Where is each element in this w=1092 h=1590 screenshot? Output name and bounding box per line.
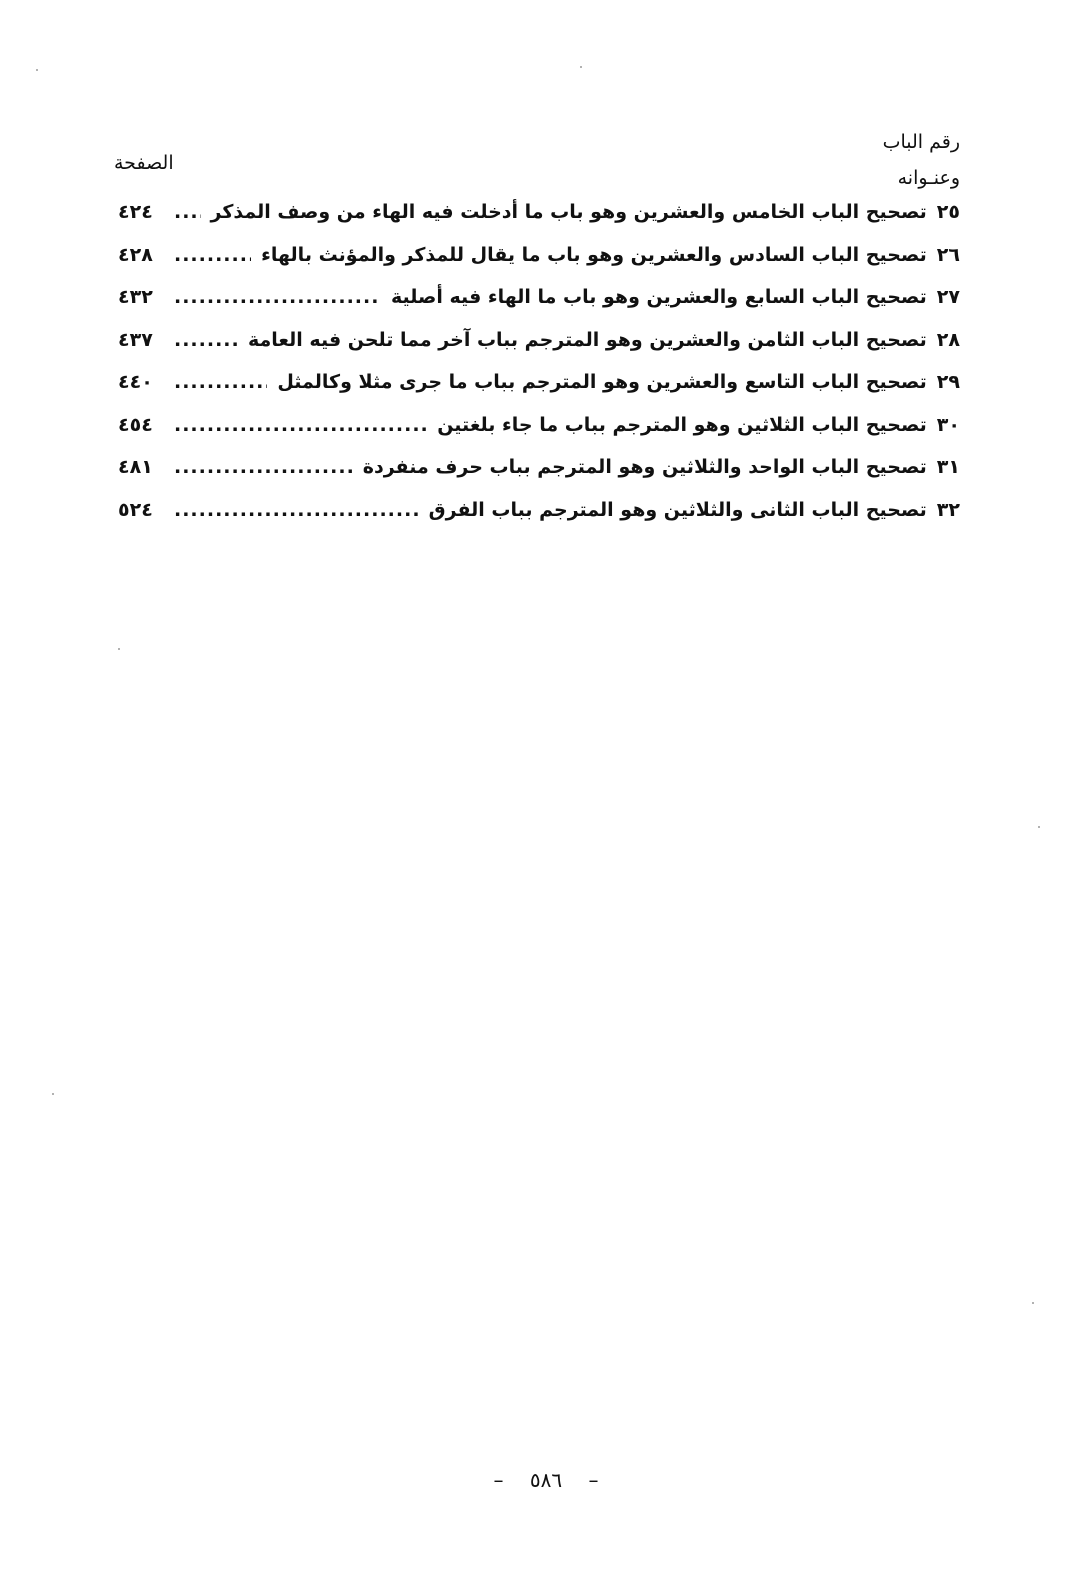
dot-leader — [174, 456, 353, 478]
page-number: ٤٨١ — [118, 456, 153, 478]
dot-leader — [174, 286, 381, 308]
toc-row — [118, 244, 960, 287]
chapter-title: تصحيح الباب السادس والعشرين وهو باب ما يقال للمذكر والمؤنث بالهاء — [261, 243, 927, 266]
footer-dash: – — [493, 1468, 504, 1492]
chapter-number: ٢٥ — [936, 201, 960, 223]
page-number: ٤٤٠ — [118, 371, 153, 393]
chapter-column-header — [883, 124, 960, 196]
page-number: ٥٢٤ — [118, 498, 153, 521]
page-number: ٤٣٧ — [118, 328, 153, 351]
toc-row — [118, 456, 960, 499]
toc-row — [118, 371, 960, 414]
scan-speck — [1032, 1302, 1034, 1304]
dot-leader — [174, 244, 251, 266]
page-footer — [0, 1468, 1092, 1492]
dot-leader — [174, 329, 238, 351]
toc-row — [118, 499, 960, 542]
toc-row — [118, 329, 960, 372]
scan-speck — [52, 1093, 54, 1095]
chapter-number: ٢٧ — [936, 286, 960, 308]
toc-row — [118, 286, 960, 329]
toc-row — [118, 201, 960, 244]
chapter-title: تصحيح الباب الثلاثين وهو المترجم بباب ما جاء بلغتين — [437, 413, 927, 436]
chapter-number: ٢٦ — [936, 243, 960, 266]
chapter-title: تصحيح الباب الثانى والثلاثين وهو المترجم بباب الفرق — [428, 498, 927, 521]
scan-speck — [1038, 826, 1040, 828]
page-number: ٤٣٢ — [118, 286, 153, 308]
dot-leader — [174, 201, 201, 223]
dot-leader — [174, 414, 427, 436]
chapter-label-line2: وعنـوانه — [897, 167, 960, 189]
page-number: ٤٥٤ — [118, 413, 153, 436]
chapter-number: ٣١ — [936, 456, 960, 478]
table-of-contents — [118, 201, 960, 541]
page-number: ٤٢٨ — [118, 243, 153, 266]
chapter-label-line1: رقم الباب — [882, 131, 960, 153]
scan-speck — [118, 648, 120, 650]
chapter-number: ٢٩ — [936, 371, 960, 393]
chapter-number: ٣٠ — [936, 413, 960, 436]
chapter-title: تصحيح الباب التاسع والعشرين وهو المترجم بباب ما جرى مثلا وكالمثل — [277, 371, 927, 393]
chapter-number: ٣٢ — [936, 498, 960, 521]
dot-leader — [174, 499, 419, 521]
footer-page-number: ٥٨٦ — [529, 1468, 563, 1492]
chapter-title: تصحيح الباب الواحد والثلاثين وهو المترجم بباب حرف منفردة — [362, 456, 927, 478]
scan-speck — [36, 69, 38, 71]
chapter-title: تصحيح الباب السابع والعشرين وهو باب ما الهاء فيه أصلية — [391, 286, 927, 308]
chapter-title: تصحيح الباب الخامس والعشرين وهو باب ما أدخلت فيه الهاء من وصف المذكر — [210, 201, 927, 223]
page-number: ٤٢٤ — [118, 201, 153, 223]
footer-dash: – — [588, 1468, 599, 1492]
toc-row — [118, 414, 960, 457]
chapter-number: ٢٨ — [936, 328, 960, 351]
scan-speck — [580, 66, 582, 68]
chapter-title: تصحيح الباب الثامن والعشرين وهو المترجم بباب آخر مما تلحن فيه العامة — [248, 328, 927, 351]
dot-leader — [174, 371, 267, 393]
page-column-header: الصفحة — [114, 152, 174, 174]
